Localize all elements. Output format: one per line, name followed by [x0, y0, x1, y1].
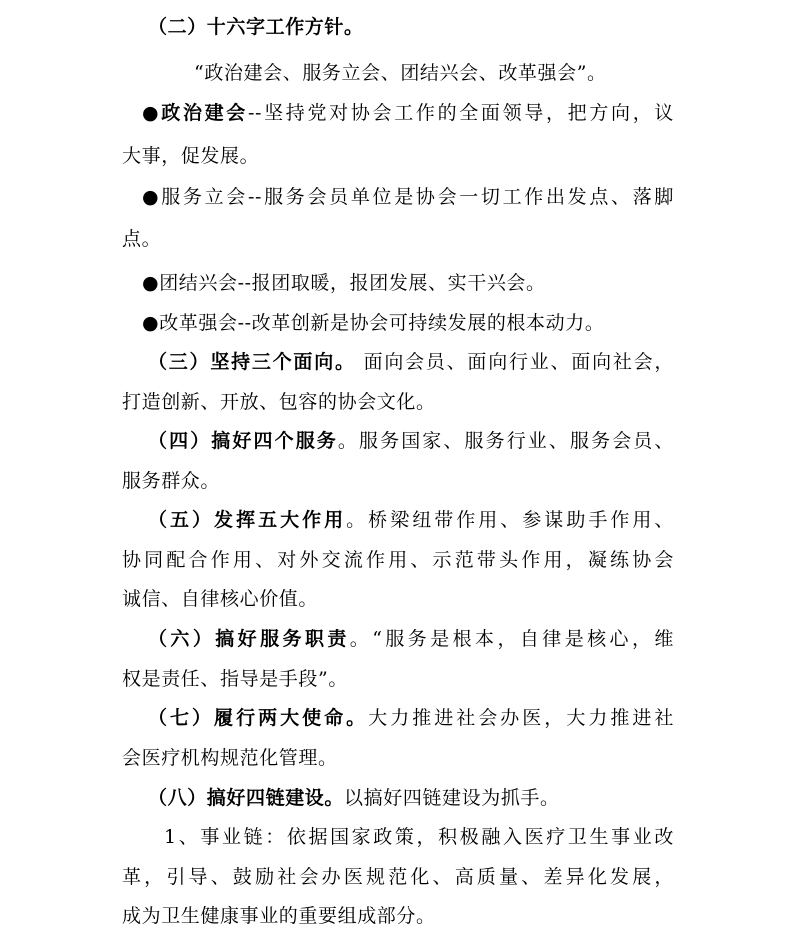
heading-five-last-line — [122, 586, 318, 612]
bullet-political-term: 政治建会 — [161, 102, 248, 124]
heading-seven-text: 大力推进社会办医，大力推进社 — [368, 707, 674, 729]
heading-five-last-line-text: 诚信、自律核心价值。 — [122, 588, 319, 610]
career-chain-continued — [122, 864, 674, 890]
slogan-text: “政治建会、服务立会、团结兴会、改革强会”。 — [194, 62, 607, 84]
career-chain-continued-text: 革，引导、鼓励社会办医规范化、高质量、差异化发展， — [122, 866, 674, 888]
heading-five — [148, 507, 674, 533]
heading-seven-continued — [122, 745, 338, 771]
bullet-icon: ● — [142, 186, 162, 208]
bullet-icon: ● — [142, 102, 162, 124]
bullet-reform — [142, 310, 604, 336]
career-chain — [164, 824, 674, 850]
heading-six-continued-text: 权是责任、指导是手段”。 — [122, 668, 348, 690]
heading-six — [148, 626, 674, 652]
bullet-unity — [142, 270, 546, 296]
heading-eight — [148, 785, 560, 811]
heading-four-text: 。服务国家、服务行业、服务会员、 — [337, 430, 674, 452]
heading-six-title: （六）搞好服务职责 — [148, 628, 350, 650]
heading-six-text: 。“服务是根本，自律是核心，维 — [349, 628, 675, 650]
heading-five-continued — [122, 547, 674, 573]
heading-two-text: （二）十六字工作方针。 — [148, 16, 364, 38]
career-chain-last-line — [122, 903, 436, 929]
bullet-service-continued — [122, 226, 161, 252]
bullet-political-continued-text: 大事，促发展。 — [122, 145, 260, 167]
heading-five-text: 。桥梁纽带作用、参谋助手作用、 — [346, 509, 674, 531]
bullet-political-continued — [122, 143, 259, 169]
bullet-service-text: 服务立会--服务会员单位是协会一切工作出发点、落脚 — [161, 186, 674, 208]
heading-eight-title: （八）搞好四链建设。 — [148, 787, 345, 809]
heading-seven-continued-text: 会医疗机构规范化管理。 — [122, 747, 338, 769]
bullet-unity-text: 团结兴会--报团取暖，报团发展、实干兴会。 — [159, 272, 546, 294]
heading-five-continued-text: 协同配合作用、对外交流作用、示范带头作用，凝练协会 — [122, 549, 674, 571]
bullet-service-continued-text: 点。 — [122, 228, 162, 250]
sixteen-character-slogan — [194, 60, 607, 86]
bullet-icon: ● — [142, 272, 160, 294]
career-chain-text: 1、事业链：依据国家政策，积极融入医疗卫生事业改 — [164, 826, 674, 848]
heading-four-continued — [122, 468, 220, 494]
heading-seven — [148, 705, 674, 731]
heading-four-continued-text: 服务群众。 — [122, 470, 221, 492]
heading-three-title: （三）坚持三个面向。 — [148, 351, 356, 373]
heading-six-continued — [122, 666, 348, 692]
heading-seven-title: （七）履行两大使命。 — [148, 707, 369, 729]
bullet-political-text: --坚持党对协会工作的全面领导，把方向，议 — [248, 102, 674, 124]
heading-four-title: （四）搞好四个服务 — [148, 430, 338, 452]
heading-eight-text: 以搞好四链建设为抓手。 — [344, 787, 560, 809]
heading-three-continued-text: 打造创新、开放、包容的协会文化。 — [122, 391, 436, 413]
bullet-service — [142, 184, 674, 210]
bullet-political — [142, 100, 674, 126]
career-chain-last-line-text: 成为卫生健康事业的重要组成部分。 — [122, 905, 436, 927]
heading-three-continued — [122, 389, 436, 415]
heading-four — [148, 428, 674, 454]
heading-three — [148, 349, 674, 375]
bullet-icon: ● — [142, 312, 160, 334]
bullet-reform-text: 改革强会--改革创新是协会可持续发展的根本动力。 — [159, 312, 605, 334]
heading-five-title: （五）发挥五大作用 — [148, 509, 347, 531]
heading-two — [148, 14, 364, 40]
heading-three-text: 面向会员、面向行业、面向社会， — [355, 351, 674, 373]
